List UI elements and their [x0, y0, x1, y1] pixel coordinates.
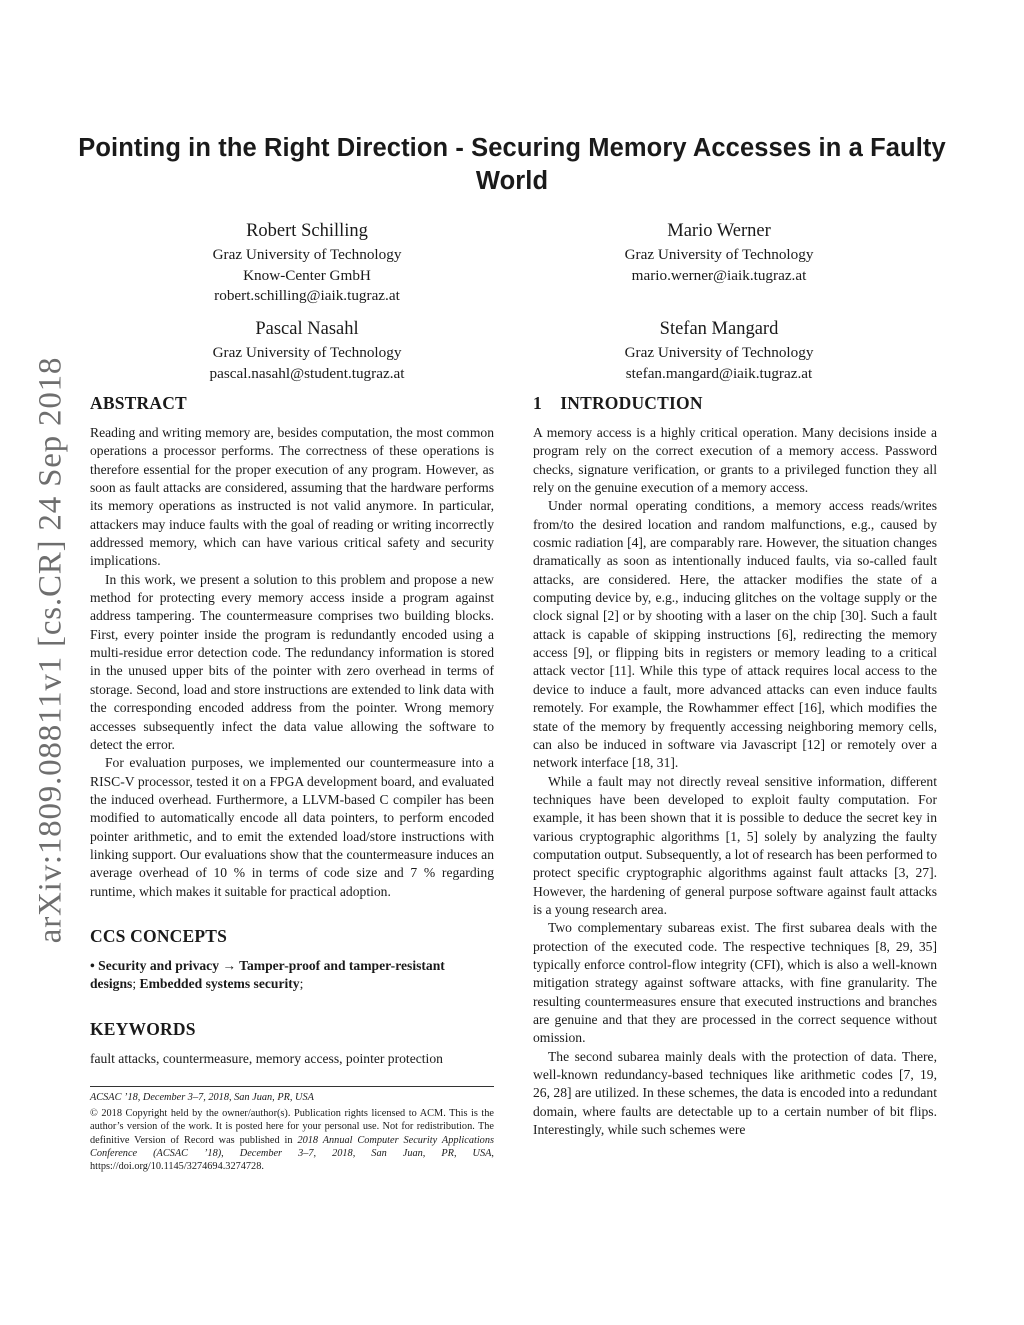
intro-paragraph: The second subarea mainly deals with the protection of data. There, well-known redundancy-based techniques like arithmetic codes [7, 19, 26, 28] are utilized. In these schemes, the data is encoded into a redundant domain, where faults are detectable up to a certain number of bit flips. Interestingly, while such schemes were [533, 1048, 937, 1138]
keywords-text: fault attacks, countermeasure, memory access, pointer protection [90, 1050, 443, 1066]
ccs-heading: CCS CONCEPTS [90, 925, 228, 946]
author-email: robert.schilling@iaik.tugraz.at [214, 287, 400, 304]
ccs-concept-primary: • Security and privacy → Tamper-proof and tamper-resistant designs [90, 957, 445, 992]
author-block [142, 219, 472, 307]
right-column [533, 392, 937, 1139]
author-affiliation: Graz University of Technology [624, 246, 814, 263]
abstract-paragraph: For evaluation purposes, we implemented our countermeasure into a RISC-V processor, tested it on a FPGA development board, and evaluated the induced overhead. Furthermore, a LLVM-based C compiler has been modified to automatically encode all data pointers, to perform encoded pointer arithmetic, and to emit the extended load/store instructions with linking support. Our evaluations show that the countermeasure induces an average overhead of 10 % in terms of code size and 7 % regarding runtime, which makes it suitable for practical adoption. [90, 755, 494, 899]
author-block [142, 317, 472, 384]
intro-paragraph: A memory access is a highly critical operation. Many decisions inside a program rely on the correct execution of a memory access. Password checks, signature verification, or grants to a privileged function they all rely on the genuine execution of a memory access. [533, 425, 937, 496]
author-block [554, 317, 884, 384]
copyright-text [90, 1107, 494, 1173]
author-affiliation: Know-Center GmbH [243, 266, 371, 284]
author-email: pascal.nasahl@student.tugraz.at [209, 364, 405, 382]
ccs-concepts [90, 957, 494, 994]
intro-paragraph: Two complementary subareas exist. The first subarea deals with the protection of the executed code. The respective techniques [8, 29, 35] typically enforce control-flow integrity (CFI), which is also a well-known mitigation strategy against software attacks, with fine granularity. The resulting countermeasures ensure that executed instructions and branches are genuine and that they are processed in the correct sequence without omission. [533, 920, 937, 1046]
ccs-separator: ; [299, 976, 304, 992]
author-email: mario.werner@iaik.tugraz.at [631, 266, 807, 284]
intro-paragraph: Under normal operating conditions, a memory access reads/writes from/to the desired location and random malfunctions, e.g., caused by cosmic radiation [4], are comparably rare. However, the situation changes dramatically as soon as intentionally induced faults, via so-called fault attacks, are considered. Here, the attacker modifies the state of a computing device by, e.g., inducing glitches on the voltage supply or the clock signal [2] or by shooting with a laser on the chip [30]. Such a fault attack is capable of skipping instructions [6], redirecting the memory access [9], or flipping bits in registers or memory leading to a critical attack vector [11]. While this type of attack requires local access to the device to induce a fault, more advanced attacks can even induce faults remotely. For example, the Rowhammer effect [16], which modifies the state of the memory by frequently accessing neighboring memory cells, can also be induced in software via Javascript [12] or remotely over a network interface [18, 31]. [533, 498, 937, 771]
doi-link[interactable]: , https://doi.org/10.1145/3274694.3274728. [90, 1147, 494, 1173]
ccs-separator: ; [132, 976, 140, 992]
author-name: Pascal Nasahl [255, 319, 359, 339]
intro-paragraph: While a fault may not directly reveal sensitive information, different techniques have been developed to exploit faulty computation. For example, it has been shown that it is possible to deduce the secret key in various cryptographic algorithms [1, 5] solely by analyzing the faulty computation output. Subsequently, a lot of research has been performed to protect specific cryptographic algorithms against fault attacks [3, 27]. However, the hardening of general purpose software against fault attacks is a young research area. [533, 773, 937, 917]
proceedings-name: 2018 Annual Computer Security Applications Conference (ACSAC ’18), December 3–7, 2018, San Juan, PR, USA [90, 1134, 494, 1159]
author-affiliation: Graz University of Technology [624, 344, 814, 361]
paper-title: Pointing in the Right Direction - Securing Memory Accesses in a Faulty World [78, 134, 946, 195]
left-column [90, 392, 494, 1068]
arxiv-stamp: arXiv:1809.08811v1 [cs.CR] 24 Sep 2018 [32, 356, 69, 944]
author-affiliation: Graz University of Technology [212, 246, 402, 263]
author-name: Robert Schilling [246, 221, 368, 241]
copyright-statement: © 2018 Copyright held by the owner/author(s). Publication rights licensed to ACM. This is the author’s version of the work. It is posted here for your personal use. Not for redistribution. The definitive Version of Record was published in [90, 1108, 494, 1146]
abstract-heading: ABSTRACT [90, 393, 187, 413]
keywords-heading: KEYWORDS [90, 1018, 196, 1039]
author-name: Mario Werner [667, 221, 771, 241]
abstract-paragraph: Reading and writing memory are, besides computation, the most common operations a processor performs. The correctness of these operations is therefore essential for the proper execution of any program. However, as soon as fault attacks are considered, assuming that the hardware performs its memory operations as instructed is not valid anymore. In particular, attackers may induce faults with the goal of reading or writing incorrectly addressed memory, which can have various critical safety and security implications. [90, 425, 494, 569]
intro-heading: 1 INTRODUCTION [533, 393, 703, 413]
author-affiliation: Graz University of Technology [212, 344, 402, 361]
copyright-footnote [90, 1086, 494, 1173]
ccs-concept-secondary: Embedded systems security [139, 976, 300, 992]
author-block [554, 219, 884, 286]
author-name: Stefan Mangard [659, 319, 779, 339]
venue-line: ACSAC ’18, December 3–7, 2018, San Juan, PR, USA [90, 1092, 314, 1103]
abstract-paragraph: In this work, we present a solution to this problem and propose a new method for protecting every memory access inside a program against address tampering. The countermeasure comprises two building blocks. First, every pointer inside the program is redundantly encoded using a multi-residue error detection code. The redundancy information is stored in the unused upper bits of the pointer with zero overhead in terms of storage. Second, load and store instructions are extended to link data with the corresponding encoded address from the pointer. Wrong memory accesses subsequently infect the data value allowing the software to detect the error. [90, 571, 494, 752]
author-email: stefan.mangard@iaik.tugraz.at [625, 364, 813, 382]
